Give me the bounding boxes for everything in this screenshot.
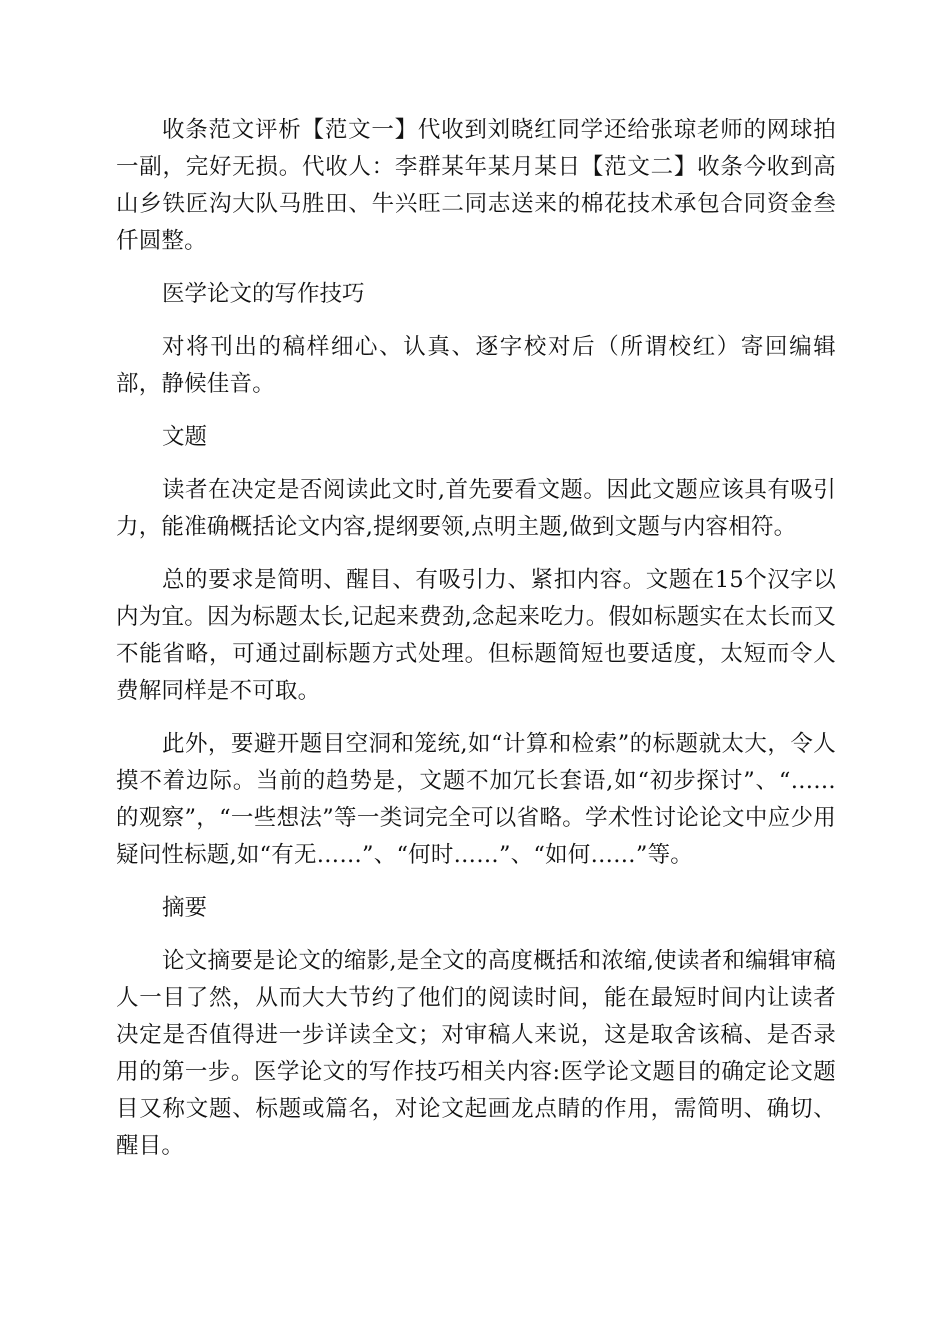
paragraph-title-avoid: 此外，要避开题目空洞和笼统,如“计算和检索”的标题就太大，令人摸不着边际。当前的趋势是，文题不加冗长套语,如“初步探讨”、“……的观察”，“一些想法”等一类词完全可以省略。学术性讨论论文中应少用疑问性标题,如“有无……”、“何时……”、“如何……”等。 — [116, 731, 836, 868]
spacer — [116, 710, 836, 726]
section-heading-abstract: 摘要 — [162, 895, 208, 921]
paragraph-proofreading: 对将刊出的稿样细心、认真、逐字校对后（所谓校红）寄回编辑部，静候佳音。 — [116, 334, 836, 397]
spacer — [116, 403, 836, 419]
paragraph-title-attraction: 读者在决定是否阅读此文时,首先要看文题。因此文题应该具有吸引力，能准确概括论文内容,提纲要领,点明主题,做到文题与内容相符。 — [116, 477, 836, 540]
spacer — [116, 546, 836, 562]
spacer — [116, 313, 836, 329]
section-heading-title: 文题 — [162, 424, 208, 450]
document-body — [116, 112, 836, 1165]
spacer — [116, 456, 836, 472]
spacer — [116, 927, 836, 943]
paragraph-abstract: 论文摘要是论文的缩影,是全文的高度概括和浓缩,使读者和编辑审稿人一目了然，从而大大节约了他们的阅读时间，能在最短时间内让读者决定是否值得进一步详读全文；对审稿人来说，这是取舍该稿、是否录用的第一步。医学论文的写作技巧相关内容:医学论文题目的确定论文题目又称文题、标题或篇名，对论文起画龙点睛的作用，需简明、确切、醒目。 — [116, 948, 836, 1159]
spacer — [116, 260, 836, 276]
spacer — [116, 874, 836, 890]
section-heading-writing-tips: 医学论文的写作技巧 — [162, 281, 365, 307]
paragraph-receipt-samples: 收条范文评析【范文一】代收到刘晓红同学还给张琼老师的网球拍一副，完好无损。代收人：李群某年某月某日【范文二】收条今收到高山乡铁匠沟大队马胜田、牛兴旺二同志送来的棉花技术承包合同资金叁仟圆整。 — [116, 117, 836, 254]
paragraph-title-requirements: 总的要求是简明、醒目、有吸引力、紧扣内容。文题在15个汉字以内为宜。因为标题太长,记起来费劲,念起来吃力。假如标题实在太长而又不能省略，可通过副标题方式处理。但标题简短也要适度，太短而令人费解同样是不可取。 — [116, 567, 836, 704]
